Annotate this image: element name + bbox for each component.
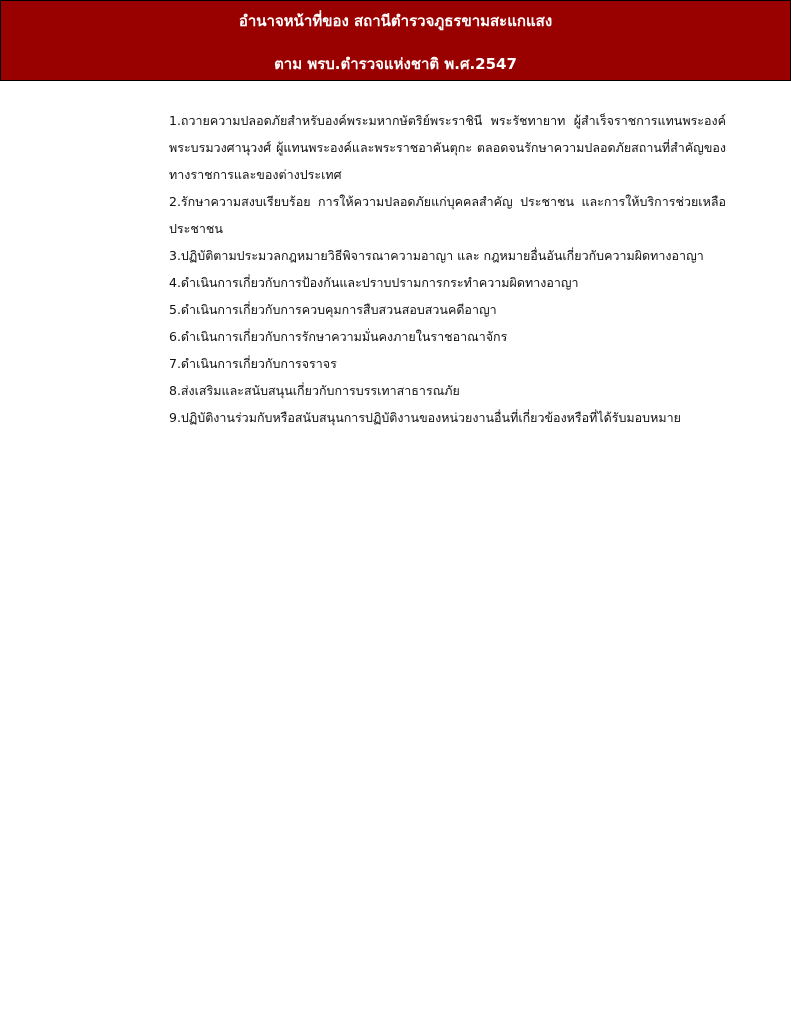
list-item: 7.ดำเนินการเกี่ยวกับการจราจร — [169, 356, 337, 371]
duties-list — [169, 107, 726, 431]
list-item: 3.ปฏิบัติตามประมวลกฎหมายวิธีพิจารณาความอาญา และ กฎหมายอื่นอันเกี่ยวกับความผิดทางอาญา — [169, 248, 704, 263]
list-item: 9.ปฏิบัติงานร่วมกับหรือสนับสนุนการปฏิบัติงานของหน่วยงานอื่นที่เกี่ยวข้องหรือที่ได้รับมอบหมาย — [169, 410, 681, 425]
header-subtitle: ตาม พรบ.ตำรวจแห่งชาติ พ.ศ.2547 — [274, 55, 517, 73]
list-item: 4.ดำเนินการเกี่ยวกับการป้องกันและปราบปรามการกระทำความผิดทางอาญา — [169, 275, 579, 290]
list-item: 1.ถวายความปลอดภัยสำหรับองค์พระมหากษัตริย์พระราชินี พระรัชทายาท ผู้สำเร็จราชการแทนพระองค์ พระบรมวงศานุวงศ์ ผู้แทนพระองค์และพระราชอาคันตุกะ ตลอดจนรักษาความปลอดภัยสถานที่สำคัญของทางราชการและของต่างประเทศ — [169, 113, 726, 182]
page-header — [0, 0, 791, 81]
list-item: 5.ดำเนินการเกี่ยวกับการควบคุมการสืบสวนสอบสวนคดีอาญา — [169, 302, 497, 317]
list-item: 6.ดำเนินการเกี่ยวกับการรักษาความมั่นคงภายในราชอาณาจักร — [169, 329, 508, 344]
list-item: 2.รักษาความสงบเรียบร้อย การให้ความปลอดภัยแก่บุคคลสำคัญ ประชาชน และการให้บริการช่วยเหลือประชาชน — [169, 194, 726, 236]
header-title: อำนาจหน้าที่ของ สถานีตำรวจภูธรขามสะแกแสง — [238, 12, 553, 30]
list-item: 8.ส่งเสริมและสนับสนุนเกี่ยวกับการบรรเทาสาธารณภัย — [169, 383, 460, 398]
